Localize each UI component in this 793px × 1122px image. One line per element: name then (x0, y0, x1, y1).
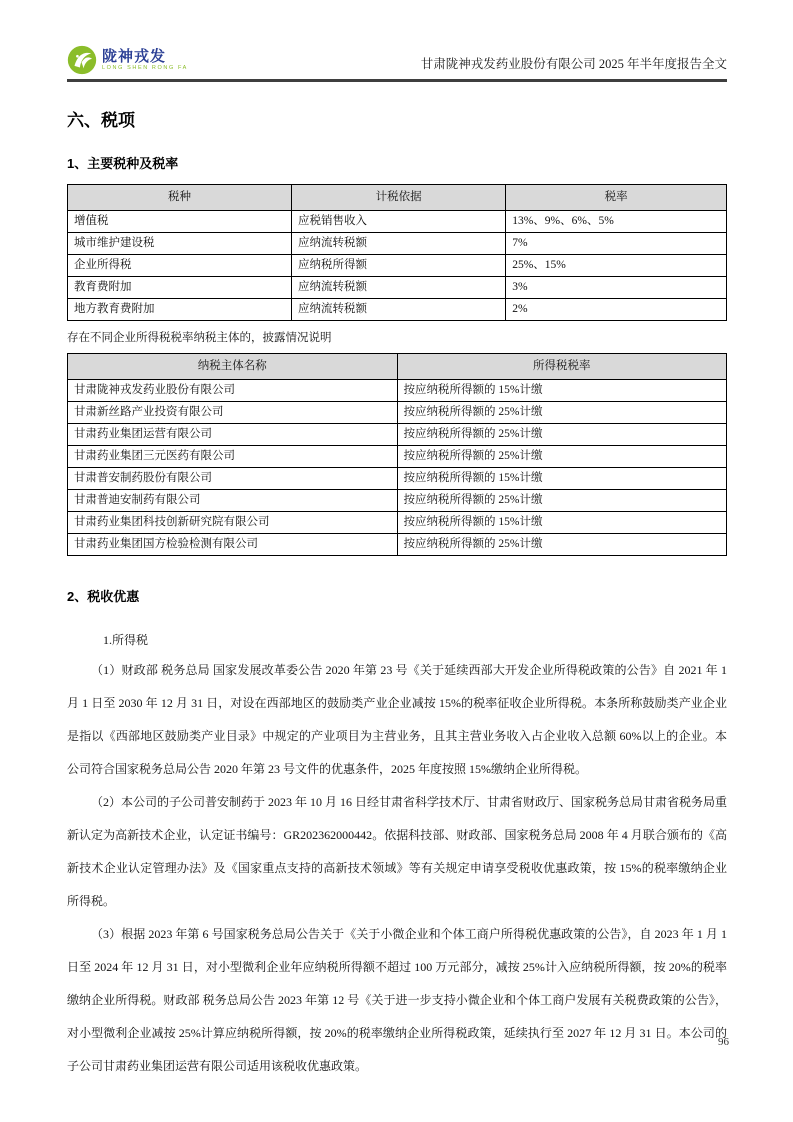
table-cell: 甘肃药业集团运营有限公司 (68, 424, 398, 446)
table-row (68, 512, 727, 534)
col-header-tax-basis: 计税依据 (292, 185, 506, 211)
section-title-taxes: 六、税项 (67, 111, 135, 130)
table-cell: 增值税 (68, 211, 292, 233)
table-row (68, 380, 727, 402)
table-row (68, 490, 727, 512)
table-cell: 按应纳税所得额的 25%计缴 (397, 402, 727, 424)
table-cell: 7% (506, 233, 727, 255)
table-cell: 甘肃药业集团科技创新研究院有限公司 (68, 512, 398, 534)
table-cell: 3% (506, 277, 727, 299)
table-row (68, 277, 727, 299)
table-cell: 甘肃陇神戎发药业股份有限公司 (68, 380, 398, 402)
table-cell: 应纳流转税额 (292, 277, 506, 299)
table-cell: 教育费附加 (68, 277, 292, 299)
page-number: 96 (718, 1036, 729, 1048)
logo-bird-icon (67, 45, 97, 75)
table-row (68, 255, 727, 277)
main-tax-table (67, 184, 727, 321)
incentive-paragraph-2: （2）本公司的子公司普安制药于 2023 年 10 月 16 日经甘肃省科学技术厅、甘肃省财政厅、国家税务总局甘肃省税务局重新认定为高新技术企业，认定证书编号：GR202362000442。依据科技部、财政部、国家税务总局 2008 年 4 月联合颁布的《高新技术企业认定管理办法》及《国家重点支持的高新技术领域》等有关规定申请享受税收优惠政策，按 15%的税率缴纳企业所得税。 (67, 795, 728, 908)
table-cell: 甘肃药业集团国方检验检测有限公司 (68, 534, 398, 556)
table-row (68, 446, 727, 468)
company-logo (67, 45, 188, 75)
table-cell: 甘肃药业集团三元医药有限公司 (68, 446, 398, 468)
table-row (68, 424, 727, 446)
page-header (67, 45, 727, 82)
table-cell: 应纳税所得额 (292, 255, 506, 277)
table-header-row (68, 354, 727, 380)
disclosure-note: 存在不同企业所得税税率纳税主体的，披露情况说明 (67, 332, 332, 344)
table-cell: 地方教育费附加 (68, 299, 292, 321)
table-cell: 按应纳税所得额的 15%计缴 (397, 468, 727, 490)
table-cell: 应税销售收入 (292, 211, 506, 233)
table-cell: 应纳流转税额 (292, 233, 506, 255)
table-cell: 按应纳税所得额的 15%计缴 (397, 512, 727, 534)
table-cell: 按应纳税所得额的 25%计缴 (397, 446, 727, 468)
table-row (68, 534, 727, 556)
table-cell: 企业所得税 (68, 255, 292, 277)
table-cell: 2% (506, 299, 727, 321)
table-cell: 13%、9%、6%、5% (506, 211, 727, 233)
table-cell: 甘肃普迪安制药有限公司 (68, 490, 398, 512)
table-header-row (68, 185, 727, 211)
table-cell: 按应纳税所得额的 25%计缴 (397, 534, 727, 556)
col-header-entity-name: 纳税主体名称 (68, 354, 398, 380)
report-title: 甘肃陇神戎发药业股份有限公司 2025 年半年度报告全文 (420, 57, 727, 71)
table-cell: 按应纳税所得额的 25%计缴 (397, 490, 727, 512)
incentive-paragraph-1: （1）财政部 税务总局 国家发展改革委公告 2020 年第 23 号《关于延续西部大开发企业所得税政策的公告》自 2021 年 1 月 1 日至 2030 年 12 月 31 日，对设在西部地区的鼓励类产业企业减按 15%的税率征收企业所得税。本条所称鼓励类产业企业是指以《西部地区鼓励类产业目录》中规定的产业项目为主营业务，且其主营业务收入占企业收入总额 60%以上的企业。本公司符合国家税务总局公告 2020 年第 23 号文件的优惠条件，2025 年度按照 15%缴纳企业所得税。 (67, 663, 727, 776)
table-cell: 按应纳税所得额的 15%计缴 (397, 380, 727, 402)
table-cell: 城市维护建设税 (68, 233, 292, 255)
tax-entity-table (67, 353, 727, 556)
col-header-tax-type: 税种 (68, 185, 292, 211)
table-cell: 甘肃新丝路产业投资有限公司 (68, 402, 398, 424)
incentive-paragraph-3: （3）根据 2023 年第 6 号国家税务总局公告关于《关于小微企业和个体工商户所得税优惠政策的公告》，自 2023 年 1 月 1 日至 2024 年 12 月 31 日，对小型微利企业年应纳税所得额不超过 100 万元部分，减按 25%计入应纳税所得额，按 20%的税率缴纳企业所得税。财政部 税务总局公告 2023 年第 12 号《关于进一步支持小微企业和个体工商户发展有关税费政策的公告》，对小型微利企业减按 25%计算应纳税所得额，按 20%的税率缴纳企业所得税政策，延续执行至 2027 年 12 月 31 日。本公司的子公司甘肃药业集团运营有限公司适用该税收优惠政策。 (67, 927, 727, 1073)
table-row (68, 402, 727, 424)
col-header-tax-rate: 税率 (506, 185, 727, 211)
income-tax-subheading: 1.所得税 (103, 633, 149, 647)
col-header-income-tax-rate: 所得税税率 (397, 354, 727, 380)
table-row (68, 468, 727, 490)
logo-name-cn: 陇神戎发 (102, 47, 167, 65)
table-row (68, 299, 727, 321)
table-cell: 应纳流转税额 (292, 299, 506, 321)
subsection-main-taxes: 1、主要税种及税率 (67, 156, 179, 171)
incentive-paragraphs (67, 654, 727, 1083)
subsection-tax-incentives: 2、税收优惠 (67, 589, 140, 604)
table-cell: 25%、15% (506, 255, 727, 277)
table-row (68, 211, 727, 233)
logo-text (102, 49, 188, 72)
table-row (68, 233, 727, 255)
table-cell: 按应纳税所得额的 25%计缴 (397, 424, 727, 446)
logo-name-en: LONG SHEN RONG FA (102, 64, 188, 71)
table-cell: 甘肃普安制药股份有限公司 (68, 468, 398, 490)
